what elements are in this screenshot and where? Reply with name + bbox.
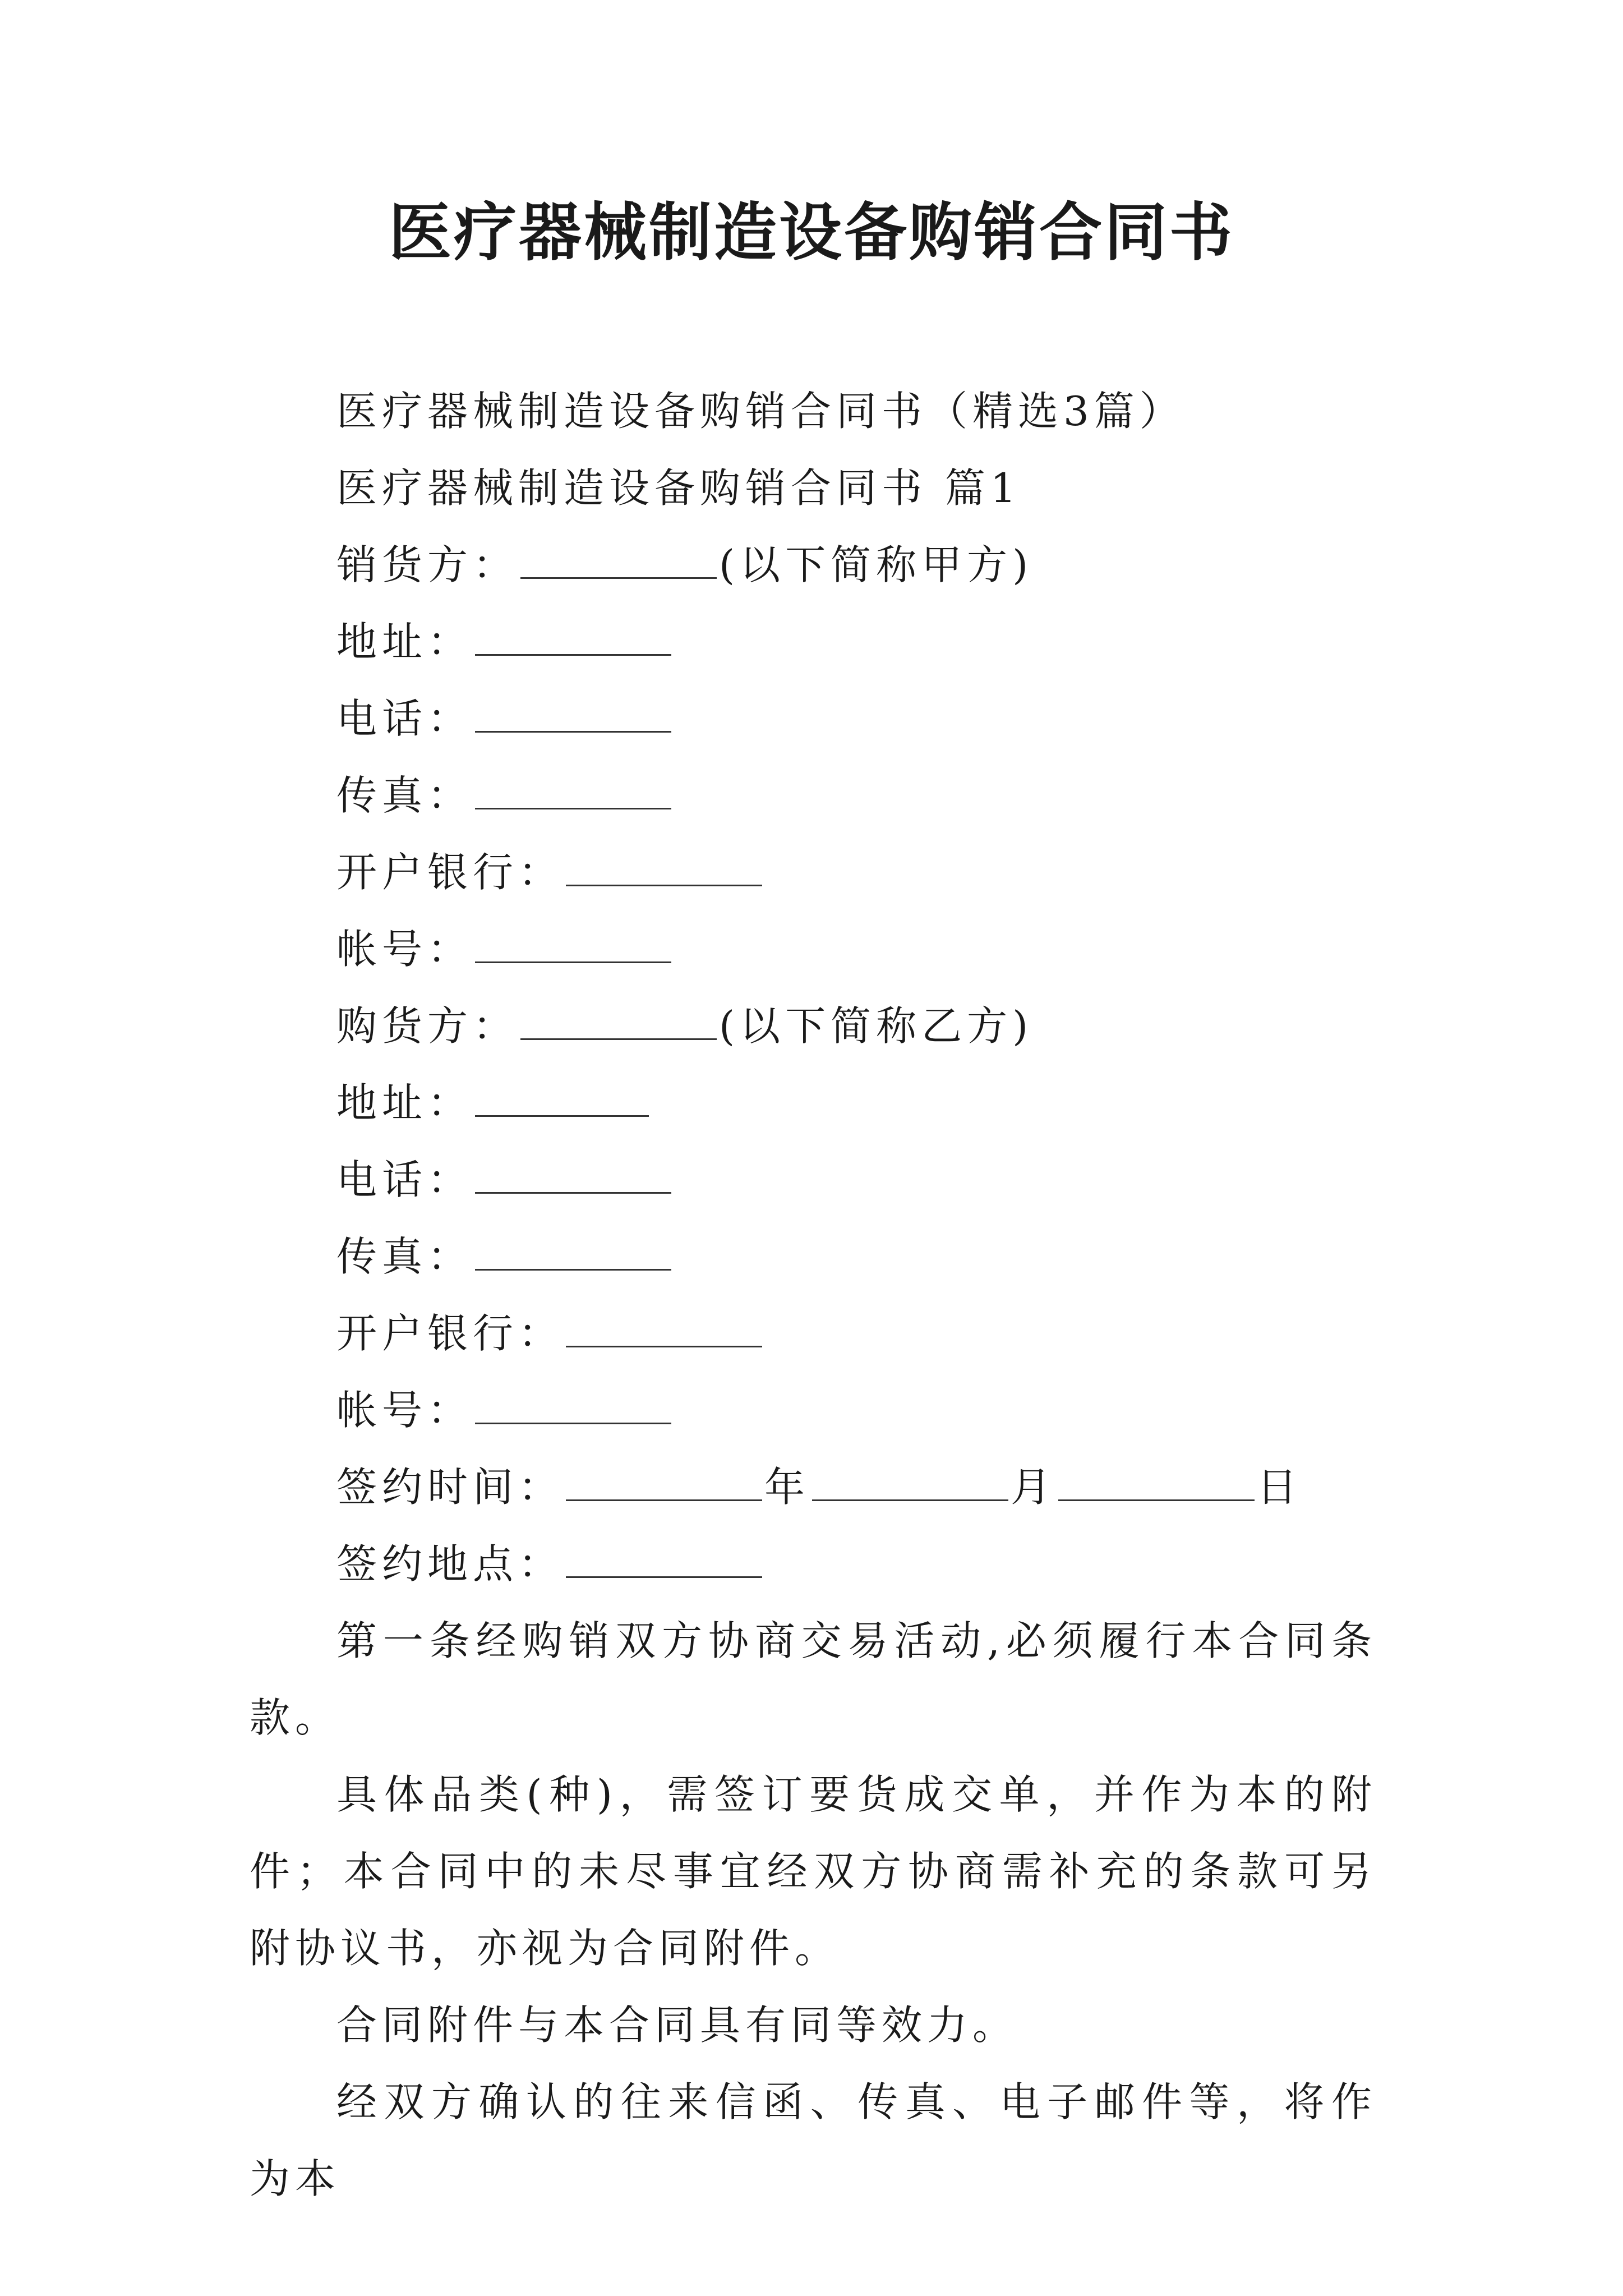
- signing-place-line: [250, 1526, 1377, 1603]
- seller-phone-blank: [475, 697, 671, 733]
- seller-bank-blank: [566, 851, 762, 886]
- buyer-address-label: 地址：: [336, 1079, 473, 1126]
- seller-fax-label: 传真：: [336, 772, 473, 819]
- seller-address-blank: [475, 620, 671, 656]
- buyer-address-line: [250, 1065, 1377, 1142]
- buyer-phone-line: [250, 1142, 1377, 1218]
- signing-month-blank: [812, 1466, 1008, 1501]
- signing-month-text: 月: [1011, 1464, 1057, 1511]
- paragraph: 第一条经购销双方协商交易活动,必须履行本合同条款。: [250, 1617, 1377, 1741]
- seller-phone-line: [250, 680, 1377, 757]
- document-body: [250, 373, 1377, 2217]
- buyer-phone-label: 电话：: [336, 1156, 473, 1203]
- document-title: 医疗器械制造设备购销合同书: [389, 196, 1234, 269]
- buyer-fax-line: [250, 1218, 1377, 1295]
- signing-day-text: 日: [1257, 1464, 1303, 1511]
- seller-fax-blank: [475, 774, 671, 809]
- document-subtitle: 医疗器械制造设备购销合同书（精选3篇）: [336, 388, 1185, 435]
- seller-bank-line: [250, 834, 1377, 911]
- signing-year-text: 年: [764, 1464, 810, 1511]
- buyer-name-blank: [520, 1005, 717, 1040]
- seller-account-line: [250, 911, 1377, 988]
- seller-fax-line: [250, 757, 1377, 834]
- seller-address-line: [250, 604, 1377, 680]
- signing-day-blank: [1058, 1466, 1255, 1501]
- signing-time-label: 签约时间：: [336, 1464, 564, 1511]
- seller-suffix: (以下简称甲方): [719, 541, 1034, 588]
- seller-bank-label: 开户银行：: [336, 849, 564, 896]
- seller-phone-label: 电话：: [336, 695, 473, 742]
- paragraph: 经双方确认的往来信函、传真、电子邮件等，将作为本: [250, 2078, 1377, 2202]
- signing-place-label: 签约地点：: [336, 1540, 564, 1588]
- seller-label: 销货方：: [336, 541, 519, 588]
- paragraph: 具体品类(种)，需签订要货成交单，并作为本的附件；本合同中的未尽事宜经双方协商需补充的条款可另附协议书，亦视为合同附件。: [250, 1771, 1377, 1972]
- buyer-address-blank: [475, 1082, 649, 1117]
- seller-account-blank: [475, 928, 671, 963]
- seller-name-line: [250, 527, 1377, 604]
- buyer-bank-line: [250, 1295, 1377, 1372]
- section-heading: 医疗器械制造设备购销合同书 篇1: [336, 464, 1021, 512]
- buyer-bank-blank: [566, 1312, 762, 1347]
- signing-year-blank: [566, 1466, 762, 1501]
- buyer-suffix: (以下简称乙方): [719, 1002, 1034, 1050]
- buyer-account-label: 帐号：: [336, 1387, 473, 1434]
- signing-time-line: [250, 1449, 1377, 1526]
- seller-account-label: 帐号：: [336, 926, 473, 973]
- seller-name-blank: [520, 544, 717, 579]
- seller-address-label: 地址：: [336, 618, 473, 665]
- buyer-fax-label: 传真：: [336, 1233, 473, 1280]
- buyer-phone-blank: [475, 1158, 671, 1194]
- buyer-fax-blank: [475, 1235, 671, 1271]
- signing-place-blank: [566, 1543, 762, 1578]
- buyer-bank-label: 开户银行：: [336, 1310, 564, 1357]
- paragraph: 合同附件与本合同具有同等效力。: [336, 2001, 1018, 2049]
- buyer-account-blank: [475, 1389, 671, 1424]
- buyer-name-line: [250, 988, 1377, 1065]
- buyer-label: 购货方：: [336, 1002, 519, 1050]
- buyer-account-line: [250, 1372, 1377, 1449]
